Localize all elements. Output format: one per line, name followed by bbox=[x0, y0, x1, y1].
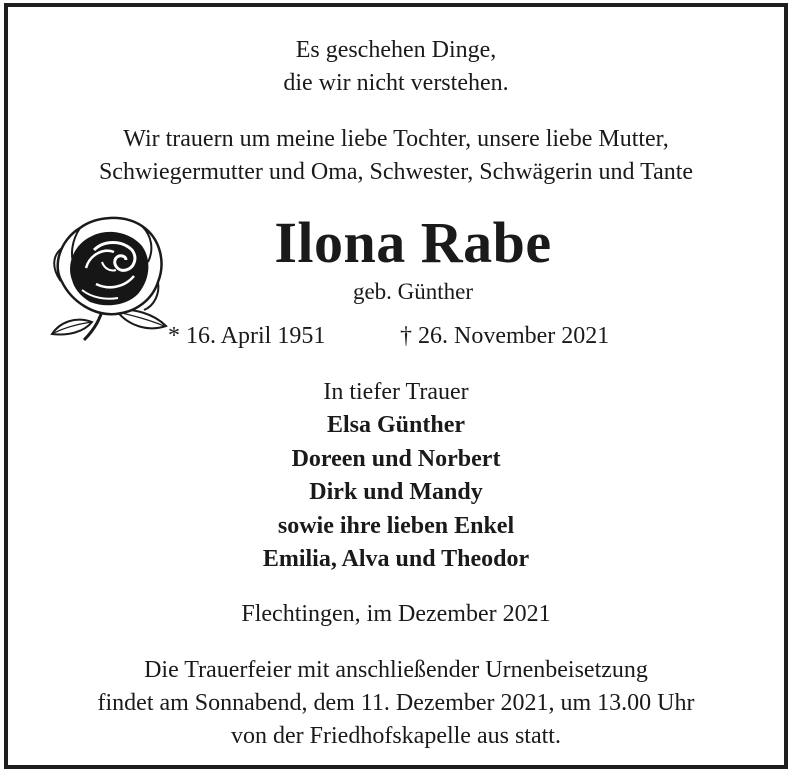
funeral-line-2: findet am Sonnabend, dem 11. Dezember 2021, um 13.00 Uhr bbox=[97, 690, 695, 716]
rose-icon bbox=[42, 210, 170, 344]
mourner-4: sowie ihre lieben Enkel bbox=[277, 513, 515, 539]
funeral-line-3: von der Friedhofskapelle aus statt. bbox=[231, 723, 561, 749]
mourner-1: Elsa Günther bbox=[326, 412, 466, 438]
obituary-notice bbox=[4, 3, 788, 769]
birth-name: geb. Günther bbox=[352, 279, 474, 304]
death-date: † 26. November 2021 bbox=[400, 323, 610, 349]
place-date: Flechtingen, im Dezember 2021 bbox=[241, 601, 551, 627]
intro-line-2: Schwiegermutter und Oma, Schwester, Schwägerin und Tante bbox=[98, 159, 694, 185]
quote-line-2: die wir nicht verstehen. bbox=[283, 70, 509, 96]
quote-line-1: Es geschehen Dinge, bbox=[295, 37, 497, 63]
mourning-label: In tiefer Trauer bbox=[323, 379, 469, 405]
mourner-2: Doreen und Norbert bbox=[291, 446, 501, 472]
birth-date: * 16. April 1951 bbox=[168, 323, 326, 349]
funeral-line-1: Die Trauerfeier mit anschließender Urnenbeisetzung bbox=[144, 657, 648, 683]
intro-line-1: Wir trauern um meine liebe Tochter, unsere liebe Mutter, bbox=[123, 126, 669, 152]
mourner-3: Dirk und Mandy bbox=[309, 479, 483, 505]
deceased-name: Ilona Rabe bbox=[274, 210, 552, 275]
mourner-5: Emilia, Alva und Theodor bbox=[262, 546, 530, 572]
